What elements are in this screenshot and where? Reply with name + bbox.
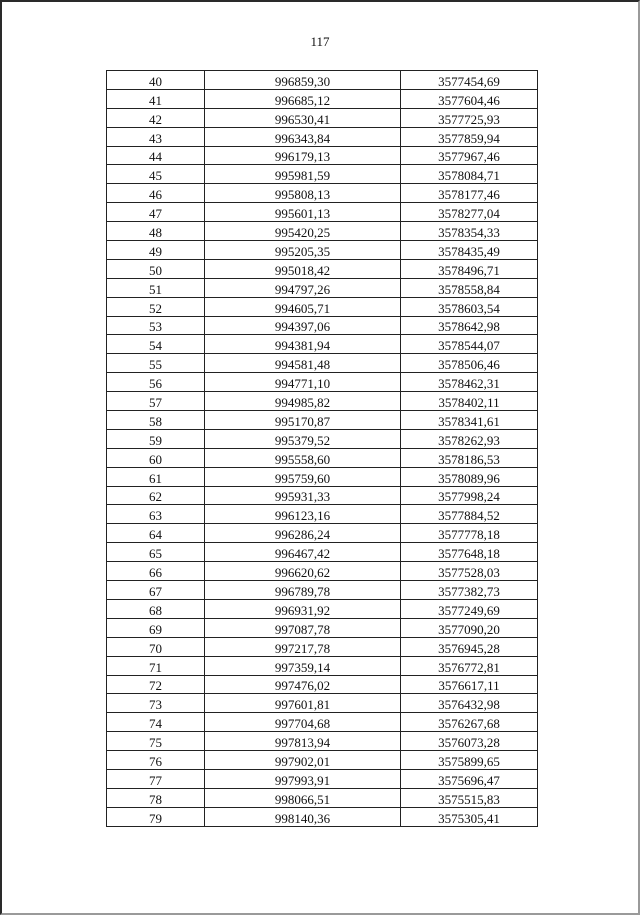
point-number-cell: 61 [107, 467, 205, 486]
y-coordinate-cell: 3578435,49 [401, 241, 538, 260]
y-coordinate-cell: 3578402,11 [401, 392, 538, 411]
y-coordinate-cell: 3578277,04 [401, 203, 538, 222]
y-coordinate-cell: 3578496,71 [401, 259, 538, 278]
point-number-cell: 78 [107, 788, 205, 807]
point-number-cell: 68 [107, 599, 205, 618]
table-row [107, 543, 538, 562]
y-coordinate-cell: 3577454,69 [401, 71, 538, 90]
point-number-cell: 71 [107, 656, 205, 675]
x-coordinate-cell: 996859,30 [205, 71, 401, 90]
point-number-cell: 48 [107, 222, 205, 241]
y-coordinate-cell: 3576772,81 [401, 656, 538, 675]
table-row [107, 599, 538, 618]
y-coordinate-cell: 3576432,98 [401, 694, 538, 713]
point-number-cell: 69 [107, 618, 205, 637]
y-coordinate-cell: 3577604,46 [401, 89, 538, 108]
table-row [107, 637, 538, 656]
coordinates-table-body [107, 71, 538, 827]
x-coordinate-cell: 997476,02 [205, 675, 401, 694]
point-number-cell: 47 [107, 203, 205, 222]
table-row [107, 297, 538, 316]
point-number-cell: 64 [107, 524, 205, 543]
x-coordinate-cell: 998140,36 [205, 807, 401, 826]
y-coordinate-cell: 3578506,46 [401, 354, 538, 373]
x-coordinate-cell: 996685,12 [205, 89, 401, 108]
y-coordinate-cell: 3577648,18 [401, 543, 538, 562]
y-coordinate-cell: 3578084,71 [401, 165, 538, 184]
x-coordinate-cell: 994771,10 [205, 373, 401, 392]
table-row [107, 448, 538, 467]
table-row [107, 165, 538, 184]
y-coordinate-cell: 3577778,18 [401, 524, 538, 543]
table-row [107, 429, 538, 448]
y-coordinate-cell: 3575696,47 [401, 769, 538, 788]
table-row [107, 392, 538, 411]
point-number-cell: 56 [107, 373, 205, 392]
point-number-cell: 53 [107, 316, 205, 335]
table-row [107, 335, 538, 354]
table-row [107, 505, 538, 524]
page-number: 117 [310, 34, 330, 49]
y-coordinate-cell: 3578177,46 [401, 184, 538, 203]
x-coordinate-cell: 996931,92 [205, 599, 401, 618]
point-number-cell: 42 [107, 108, 205, 127]
table-row [107, 751, 538, 770]
y-coordinate-cell: 3577884,52 [401, 505, 538, 524]
point-number-cell: 76 [107, 751, 205, 770]
x-coordinate-cell: 995931,33 [205, 486, 401, 505]
table-row [107, 71, 538, 90]
y-coordinate-cell: 3577998,24 [401, 486, 538, 505]
y-coordinate-cell: 3576267,68 [401, 713, 538, 732]
x-coordinate-cell: 997217,78 [205, 637, 401, 656]
x-coordinate-cell: 994605,71 [205, 297, 401, 316]
table-row [107, 354, 538, 373]
y-coordinate-cell: 3576617,11 [401, 675, 538, 694]
x-coordinate-cell: 995981,59 [205, 165, 401, 184]
x-coordinate-cell: 997359,14 [205, 656, 401, 675]
y-coordinate-cell: 3578558,84 [401, 278, 538, 297]
point-number-cell: 44 [107, 146, 205, 165]
point-number-cell: 58 [107, 411, 205, 430]
table-row [107, 694, 538, 713]
x-coordinate-cell: 997087,78 [205, 618, 401, 637]
point-number-cell: 51 [107, 278, 205, 297]
y-coordinate-cell: 3578603,54 [401, 297, 538, 316]
point-number-cell: 79 [107, 807, 205, 826]
x-coordinate-cell: 996179,13 [205, 146, 401, 165]
y-coordinate-cell: 3577859,94 [401, 127, 538, 146]
x-coordinate-cell: 995018,42 [205, 259, 401, 278]
table-row [107, 259, 538, 278]
y-coordinate-cell: 3575305,41 [401, 807, 538, 826]
table-row [107, 316, 538, 335]
y-coordinate-cell: 3576073,28 [401, 732, 538, 751]
x-coordinate-cell: 995558,60 [205, 448, 401, 467]
table-row [107, 524, 538, 543]
point-number-cell: 70 [107, 637, 205, 656]
point-number-cell: 66 [107, 562, 205, 581]
table-row [107, 203, 538, 222]
table-row [107, 675, 538, 694]
x-coordinate-cell: 994581,48 [205, 354, 401, 373]
x-coordinate-cell: 995379,52 [205, 429, 401, 448]
point-number-cell: 65 [107, 543, 205, 562]
table-row [107, 127, 538, 146]
y-coordinate-cell: 3578462,31 [401, 373, 538, 392]
x-coordinate-cell: 997813,94 [205, 732, 401, 751]
table-row [107, 788, 538, 807]
y-coordinate-cell: 3578544,07 [401, 335, 538, 354]
x-coordinate-cell: 994397,06 [205, 316, 401, 335]
table-row [107, 732, 538, 751]
x-coordinate-cell: 996530,41 [205, 108, 401, 127]
table-row [107, 581, 538, 600]
table-row [107, 467, 538, 486]
y-coordinate-cell: 3577528,03 [401, 562, 538, 581]
y-coordinate-cell: 3578354,33 [401, 222, 538, 241]
x-coordinate-cell: 997704,68 [205, 713, 401, 732]
table-row [107, 807, 538, 826]
table-row [107, 278, 538, 297]
x-coordinate-cell: 995205,35 [205, 241, 401, 260]
y-coordinate-cell: 3577249,69 [401, 599, 538, 618]
x-coordinate-cell: 996123,16 [205, 505, 401, 524]
table-row [107, 713, 538, 732]
y-coordinate-cell: 3575899,65 [401, 751, 538, 770]
x-coordinate-cell: 994381,94 [205, 335, 401, 354]
table-row [107, 108, 538, 127]
point-number-cell: 77 [107, 769, 205, 788]
x-coordinate-cell: 996343,84 [205, 127, 401, 146]
point-number-cell: 74 [107, 713, 205, 732]
table-row [107, 89, 538, 108]
point-number-cell: 67 [107, 581, 205, 600]
y-coordinate-cell: 3578642,98 [401, 316, 538, 335]
x-coordinate-cell: 995170,87 [205, 411, 401, 430]
x-coordinate-cell: 995759,60 [205, 467, 401, 486]
table-row [107, 373, 538, 392]
y-coordinate-cell: 3576945,28 [401, 637, 538, 656]
y-coordinate-cell: 3577382,73 [401, 581, 538, 600]
y-coordinate-cell: 3577967,46 [401, 146, 538, 165]
x-coordinate-cell: 996620,62 [205, 562, 401, 581]
point-number-cell: 59 [107, 429, 205, 448]
point-number-cell: 50 [107, 259, 205, 278]
table-row [107, 146, 538, 165]
table-row [107, 222, 538, 241]
point-number-cell: 60 [107, 448, 205, 467]
x-coordinate-cell: 995420,25 [205, 222, 401, 241]
y-coordinate-cell: 3577725,93 [401, 108, 538, 127]
point-number-cell: 52 [107, 297, 205, 316]
point-number-cell: 62 [107, 486, 205, 505]
table-row [107, 769, 538, 788]
coordinates-table [106, 70, 538, 827]
y-coordinate-cell: 3578089,96 [401, 467, 538, 486]
x-coordinate-cell: 994985,82 [205, 392, 401, 411]
point-number-cell: 46 [107, 184, 205, 203]
x-coordinate-cell: 995601,13 [205, 203, 401, 222]
table-row [107, 618, 538, 637]
x-coordinate-cell: 995808,13 [205, 184, 401, 203]
point-number-cell: 63 [107, 505, 205, 524]
x-coordinate-cell: 997601,81 [205, 694, 401, 713]
x-coordinate-cell: 997902,01 [205, 751, 401, 770]
point-number-cell: 73 [107, 694, 205, 713]
point-number-cell: 72 [107, 675, 205, 694]
point-number-cell: 75 [107, 732, 205, 751]
point-number-cell: 49 [107, 241, 205, 260]
table-row [107, 184, 538, 203]
point-number-cell: 54 [107, 335, 205, 354]
y-coordinate-cell: 3577090,20 [401, 618, 538, 637]
x-coordinate-cell: 997993,91 [205, 769, 401, 788]
table-row [107, 656, 538, 675]
x-coordinate-cell: 996286,24 [205, 524, 401, 543]
point-number-cell: 55 [107, 354, 205, 373]
table-row [107, 411, 538, 430]
y-coordinate-cell: 3575515,83 [401, 788, 538, 807]
x-coordinate-cell: 996789,78 [205, 581, 401, 600]
point-number-cell: 40 [107, 71, 205, 90]
table-row [107, 486, 538, 505]
y-coordinate-cell: 3578262,93 [401, 429, 538, 448]
table-row [107, 562, 538, 581]
y-coordinate-cell: 3578186,53 [401, 448, 538, 467]
table-row [107, 241, 538, 260]
x-coordinate-cell: 998066,51 [205, 788, 401, 807]
point-number-cell: 57 [107, 392, 205, 411]
point-number-cell: 41 [107, 89, 205, 108]
point-number-cell: 43 [107, 127, 205, 146]
y-coordinate-cell: 3578341,61 [401, 411, 538, 430]
x-coordinate-cell: 994797,26 [205, 278, 401, 297]
x-coordinate-cell: 996467,42 [205, 543, 401, 562]
point-number-cell: 45 [107, 165, 205, 184]
